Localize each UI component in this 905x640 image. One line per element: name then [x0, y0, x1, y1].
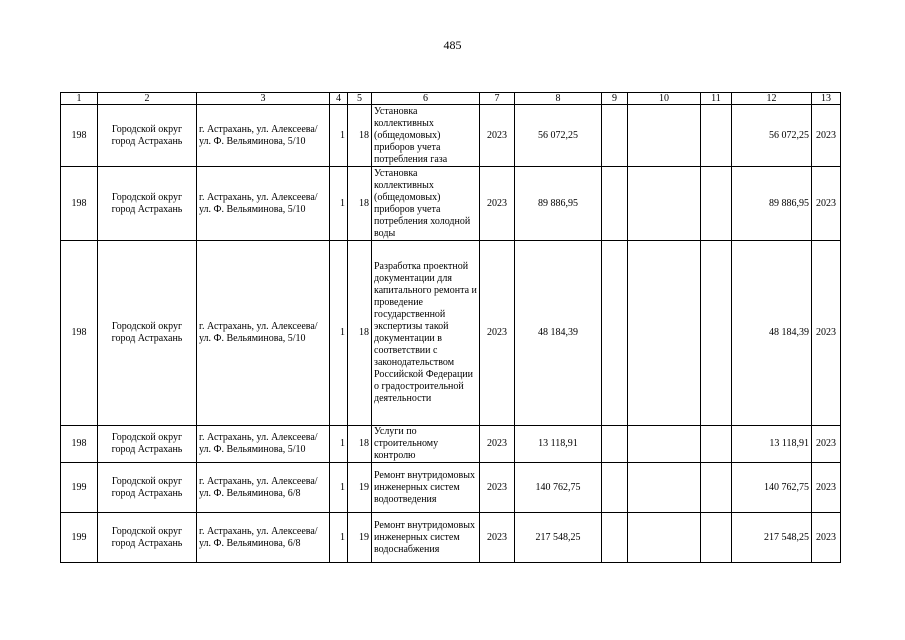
- cell-col11: [701, 513, 732, 563]
- row-number: 198: [61, 426, 98, 463]
- year: 2023: [480, 513, 515, 563]
- total-amount: 48 184,39: [732, 241, 812, 426]
- cell-col11: [701, 463, 732, 513]
- municipality: Городской округ город Астрахань: [98, 241, 197, 426]
- end-year: 2023: [812, 426, 841, 463]
- row-number: 198: [61, 241, 98, 426]
- end-year: 2023: [812, 463, 841, 513]
- column-header: 6: [372, 93, 480, 105]
- municipality: Городской округ город Астрахань: [98, 426, 197, 463]
- address: г. Астрахань, ул. Алексеева/ ул. Ф. Вельяминова, 5/10: [197, 105, 330, 167]
- cell-col10: [628, 167, 701, 241]
- address: г. Астрахань, ул. Алексеева/ ул. Ф. Вельяминова, 5/10: [197, 241, 330, 426]
- cell-col10: [628, 105, 701, 167]
- column-header: 11: [701, 93, 732, 105]
- cell-col9: [602, 241, 628, 426]
- end-year: 2023: [812, 167, 841, 241]
- municipality: Городской округ город Астрахань: [98, 513, 197, 563]
- page-number: 485: [443, 38, 462, 52]
- table-row: [61, 513, 841, 563]
- row-number: 199: [61, 513, 98, 563]
- year: 2023: [480, 167, 515, 241]
- work-type: Установка коллективных (общедомовых) приборов учета потребления газа: [372, 105, 480, 167]
- cell-col9: [602, 426, 628, 463]
- cell-col9: [602, 167, 628, 241]
- cell-col9: [602, 513, 628, 563]
- cell-col5: 18: [348, 241, 372, 426]
- address: г. Астрахань, ул. Алексеева/ ул. Ф. Вельяминова, 6/8: [197, 513, 330, 563]
- end-year: 2023: [812, 105, 841, 167]
- cell-col4: 1: [330, 463, 348, 513]
- cell-col5: 18: [348, 167, 372, 241]
- table-row: [61, 241, 841, 426]
- column-number-row: [61, 93, 841, 105]
- cell-col5: 18: [348, 105, 372, 167]
- total-amount: 217 548,25: [732, 513, 812, 563]
- municipality: Городской округ город Астрахань: [98, 105, 197, 167]
- end-year: 2023: [812, 513, 841, 563]
- year: 2023: [480, 426, 515, 463]
- address: г. Астрахань, ул. Алексеева/ ул. Ф. Вельяминова, 5/10: [197, 167, 330, 241]
- cell-col11: [701, 167, 732, 241]
- row-number: 199: [61, 463, 98, 513]
- work-type: Ремонт внутридомовых инженерных систем водоотведения: [372, 463, 480, 513]
- cell-col5: 19: [348, 513, 372, 563]
- column-header: 7: [480, 93, 515, 105]
- column-header: 3: [197, 93, 330, 105]
- register-table: [60, 92, 841, 563]
- column-header: 9: [602, 93, 628, 105]
- table-row: [61, 463, 841, 513]
- cell-col5: 19: [348, 463, 372, 513]
- cell-col4: 1: [330, 513, 348, 563]
- amount: 48 184,39: [515, 241, 602, 426]
- table-row: [61, 105, 841, 167]
- amount: 89 886,95: [515, 167, 602, 241]
- cell-col4: 1: [330, 426, 348, 463]
- work-type: Ремонт внутридомовых инженерных систем водоснабжения: [372, 513, 480, 563]
- work-type: Разработка проектной документации для капитального ремонта и проведение государственной экспертизы такой документации в соответствии с законодательством Российской Федерации о градостроительной деятельности: [372, 241, 480, 426]
- work-type: Установка коллективных (общедомовых) приборов учета потребления холодной воды: [372, 167, 480, 241]
- cell-col10: [628, 513, 701, 563]
- cell-col10: [628, 241, 701, 426]
- cell-col10: [628, 463, 701, 513]
- total-amount: 89 886,95: [732, 167, 812, 241]
- row-number: 198: [61, 105, 98, 167]
- end-year: 2023: [812, 241, 841, 426]
- address: г. Астрахань, ул. Алексеева/ ул. Ф. Вельяминова, 6/8: [197, 463, 330, 513]
- municipality: Городской округ город Астрахань: [98, 167, 197, 241]
- work-type: Услуги по строительному контролю: [372, 426, 480, 463]
- amount: 140 762,75: [515, 463, 602, 513]
- address: г. Астрахань, ул. Алексеева/ ул. Ф. Вельяминова, 5/10: [197, 426, 330, 463]
- column-header: 10: [628, 93, 701, 105]
- total-amount: 140 762,75: [732, 463, 812, 513]
- year: 2023: [480, 463, 515, 513]
- column-header: 8: [515, 93, 602, 105]
- year: 2023: [480, 241, 515, 426]
- cell-col9: [602, 105, 628, 167]
- total-amount: 56 072,25: [732, 105, 812, 167]
- municipality: Городской округ город Астрахань: [98, 463, 197, 513]
- column-header: 13: [812, 93, 841, 105]
- cell-col9: [602, 463, 628, 513]
- table-row: [61, 426, 841, 463]
- cell-col11: [701, 105, 732, 167]
- cell-col4: 1: [330, 167, 348, 241]
- column-header: 1: [61, 93, 98, 105]
- row-number: 198: [61, 167, 98, 241]
- cell-col11: [701, 241, 732, 426]
- column-header: 5: [348, 93, 372, 105]
- year: 2023: [480, 105, 515, 167]
- amount: 13 118,91: [515, 426, 602, 463]
- cell-col11: [701, 426, 732, 463]
- cell-col5: 18: [348, 426, 372, 463]
- cell-col10: [628, 426, 701, 463]
- cell-col4: 1: [330, 105, 348, 167]
- column-header: 2: [98, 93, 197, 105]
- amount: 56 072,25: [515, 105, 602, 167]
- total-amount: 13 118,91: [732, 426, 812, 463]
- table-row: [61, 167, 841, 241]
- column-header: 12: [732, 93, 812, 105]
- amount: 217 548,25: [515, 513, 602, 563]
- cell-col4: 1: [330, 241, 348, 426]
- column-header: 4: [330, 93, 348, 105]
